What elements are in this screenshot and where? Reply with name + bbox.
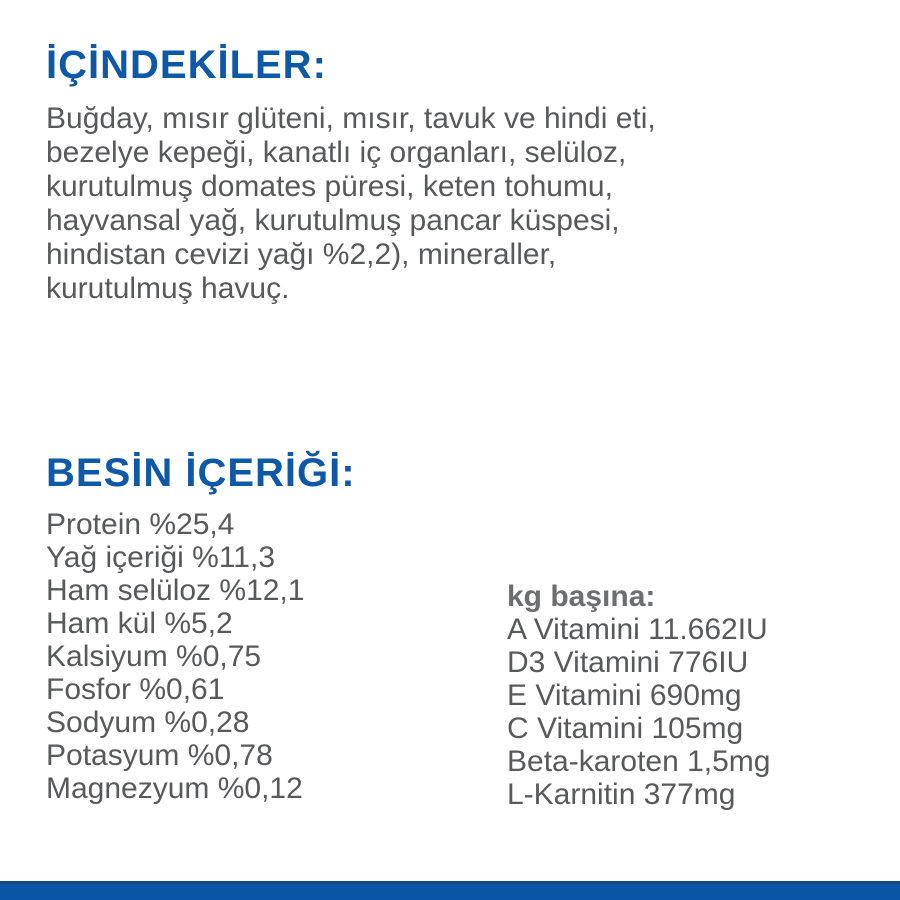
- ingredients-line: hindistan cevizi yağı %2,2), mineraller,: [46, 238, 557, 271]
- per-kg-item: L-Karnitin 377mg: [507, 778, 736, 811]
- nutrition-analysis-item: Kalsiyum %0,75: [46, 640, 262, 673]
- nutrition-title: BESİN İÇERİĞİ:: [46, 451, 356, 495]
- nutrition-analysis-item: Yağ içeriği %11,3: [46, 541, 276, 574]
- ingredients-line: Buğday, mısır glüteni, mısır, tavuk ve hindi eti,: [46, 102, 656, 135]
- nutrition-analysis-item: Potasyum %0,78: [46, 739, 273, 772]
- nutrition-analysis-item: Ham selüloz %12,1: [46, 574, 305, 607]
- ingredients-line: kurutulmuş domates püresi, keten tohumu,: [46, 170, 613, 203]
- footer-accent-bar: [0, 881, 900, 900]
- nutrition-per-kg-column: [507, 580, 770, 811]
- ingredients-line: kurutulmuş havuç.: [46, 272, 290, 305]
- nutrition-analysis-item: Sodyum %0,28: [46, 706, 250, 739]
- per-kg-item: D3 Vitamini 776IU: [507, 646, 749, 679]
- per-kg-item: E Vitamini 690mg: [507, 679, 742, 712]
- nutrition-analysis-item: Ham kül %5,2: [46, 607, 233, 640]
- ingredients-line: bezelye kepeği, kanatlı iç organları, selüloz,: [46, 136, 627, 169]
- per-kg-heading: kg başına:: [507, 580, 656, 613]
- per-kg-item: A Vitamini 11.662IU: [507, 613, 768, 646]
- nutrition-analysis-item: Magnezyum %0,12: [46, 772, 303, 805]
- ingredients-text: [46, 102, 656, 306]
- per-kg-list: [507, 613, 770, 811]
- per-kg-item: C Vitamini 105mg: [507, 712, 744, 745]
- nutrition-analysis-list: [46, 508, 304, 805]
- nutrition-analysis-item: Protein %25,4: [46, 508, 235, 541]
- nutrition-analysis-item: Fosfor %0,61: [46, 673, 225, 706]
- per-kg-item: Beta-karoten 1,5mg: [507, 745, 771, 778]
- ingredients-title: İÇİNDEKİLER:: [46, 43, 327, 87]
- ingredients-line: hayvansal yağ, kurutulmuş pancar küspesi,: [46, 204, 620, 237]
